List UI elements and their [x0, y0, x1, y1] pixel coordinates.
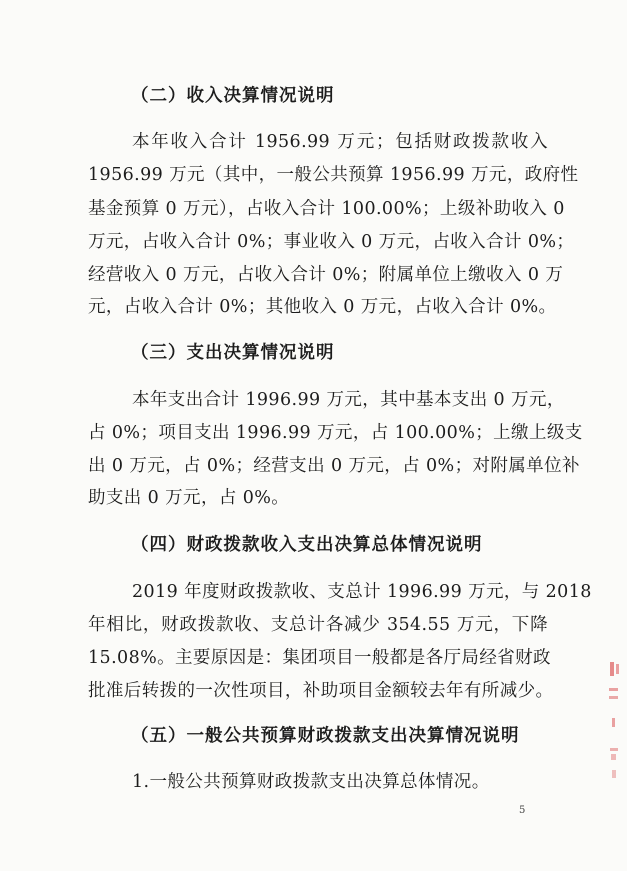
- paragraph-line: 万元，占收入合计 0%；事业收入 0 万元，占收入合计 0%；: [88, 232, 575, 252]
- paragraph-line: 基金预算 0 万元），占收入合计 100.00%；上级补助收入 0: [88, 199, 565, 219]
- paragraph-line: 元，占收入合计 0%；其他收入 0 万元，占收入合计 0%。: [88, 297, 557, 317]
- page-number: 5: [519, 805, 526, 816]
- paragraph-line: 1956.99 万元（其中，一般公共预算 1956.99 万元，政府性: [88, 165, 579, 185]
- paragraph-line: 占 0%；项目支出 1996.99 万元，占 100.00%；上缴上级支: [88, 423, 583, 443]
- paragraph-line: 经营收入 0 万元，占收入合计 0%；附属单位上缴收入 0 万: [88, 265, 564, 285]
- section-heading-expenditure: （三）支出决算情况说明: [131, 343, 335, 363]
- paragraph-line: 出 0 万元，占 0%；经营支出 0 万元，占 0%；对附属单位补: [88, 456, 580, 476]
- paragraph-line: 本年支出合计 1996.99 万元，其中基本支出 0 万元，: [132, 390, 565, 410]
- subheading-line: 1.一般公共预算财政拨款支出决算总体情况。: [132, 772, 490, 792]
- paragraph-line: 批准后转拨的一次性项目，补助项目金额较去年有所减少。: [88, 681, 554, 701]
- paragraph-line: 年相比，财政拨款收、支总计各减少 354.55 万元，下降: [88, 615, 548, 635]
- stamp-mark-icon: [605, 660, 623, 790]
- paragraph-line: 15.08%。主要原因是：集团项目一般都是各厅局经省财政: [88, 648, 551, 668]
- paragraph-line: 本年收入合计 1956.99 万元；包括财政拨款收入: [132, 132, 548, 152]
- paragraph-line: 助支出 0 万元，占 0%。: [88, 488, 290, 508]
- section-heading-income: （二）收入决算情况说明: [131, 86, 335, 106]
- paragraph-line: 2019 年度财政拨款收、支总计 1996.99 万元，与 2018: [132, 582, 592, 602]
- section-heading-fiscal-total: （四）财政拨款收入支出决算总体情况说明: [131, 535, 483, 555]
- section-heading-general-budget: （五）一般公共预算财政拨款支出决算情况说明: [131, 726, 520, 746]
